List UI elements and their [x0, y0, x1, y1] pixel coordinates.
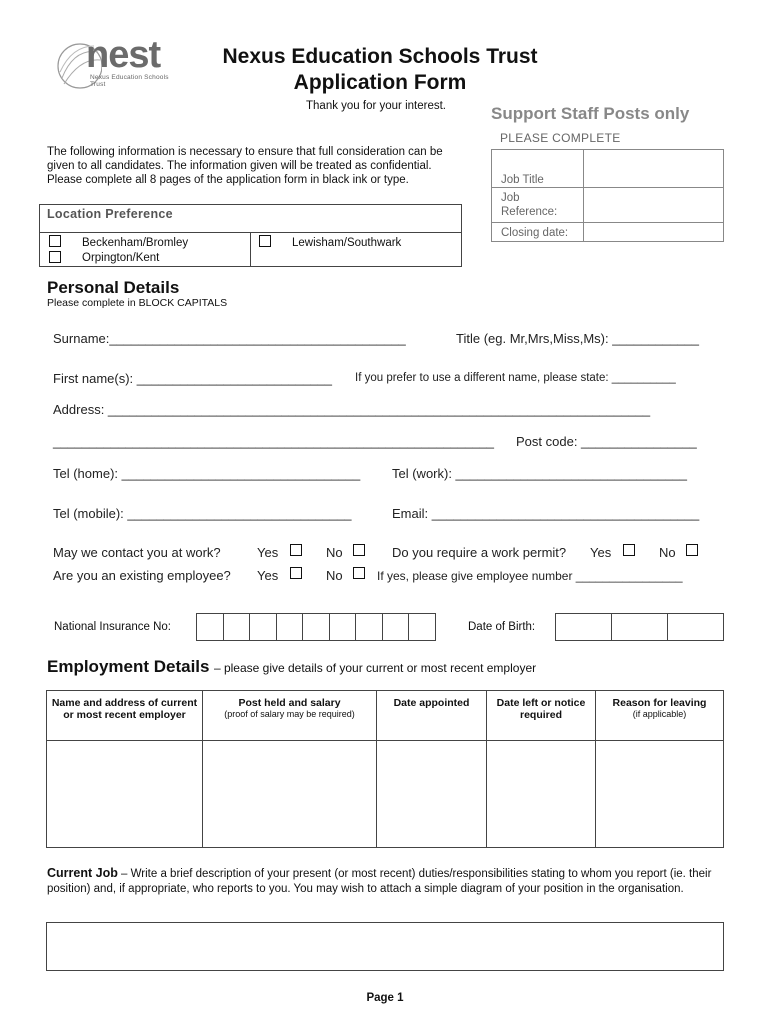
existing-no-label: No	[326, 568, 343, 583]
dob-year-box[interactable]	[668, 614, 724, 640]
col-post-salary: Post held and salary (proof of salary may be required)	[203, 691, 377, 741]
ni-box[interactable]	[330, 614, 357, 640]
logo-name: nest	[86, 34, 161, 76]
contact-work-label: May we contact you at work?	[53, 545, 221, 560]
ni-box[interactable]	[277, 614, 304, 640]
contact-work-yes-label: Yes	[257, 545, 279, 560]
title-line-2: Application Form	[293, 71, 467, 94]
dob-day-box[interactable]	[556, 614, 612, 640]
current-job-box[interactable]	[46, 922, 724, 971]
title-line-1: Nexus Education Schools Trust	[222, 45, 538, 68]
current-job-title: Current Job	[47, 866, 118, 880]
logo-subtitle: Nexus Education Schools Trust	[90, 74, 169, 88]
existing-yes-label: Yes	[257, 568, 279, 583]
closing-date-label: Closing date:	[501, 227, 569, 239]
employment-table	[46, 690, 724, 848]
date-appointed-cell[interactable]	[377, 741, 487, 848]
employer-cell[interactable]	[47, 741, 203, 848]
first-name-field[interactable]: First name(s): ___________________________	[53, 371, 332, 386]
ni-box[interactable]	[383, 614, 410, 640]
permit-yes-checkbox[interactable]	[623, 544, 635, 556]
existing-employee-label: Are you an existing employee?	[53, 568, 231, 583]
tel-work-field[interactable]: Tel (work): ________________________________	[392, 466, 687, 481]
logo	[54, 34, 184, 94]
support-divider-v	[583, 150, 584, 241]
contact-work-no-label: No	[326, 545, 343, 560]
post-salary-cell[interactable]	[203, 741, 377, 848]
intro-text: The following information is necessary to ensure that full consideration can be given to all candidates. The information given will be treated as confidential. Please complete all 8 pages of the application form in black ink or type.	[47, 146, 443, 186]
existing-no-checkbox[interactable]	[353, 567, 365, 579]
beckenham-checkbox[interactable]	[49, 235, 61, 247]
job-title-label: Job Title	[501, 174, 544, 186]
employee-number-field[interactable]: If yes, please give employee number ________________	[377, 569, 683, 583]
col-employer: Name and address of current or most recent employer	[47, 691, 203, 741]
job-reference-field[interactable]	[585, 188, 722, 222]
tel-home-field[interactable]: Tel (home): _________________________________	[53, 466, 361, 481]
employment-heading	[47, 657, 536, 677]
col-date-appointed: Date appointed	[377, 691, 487, 741]
personal-details-title: Personal Details	[47, 278, 180, 297]
date-left-cell[interactable]	[487, 741, 596, 848]
support-title: Support Staff Posts only	[491, 104, 690, 123]
email-field[interactable]: Email: _____________________________________	[392, 506, 700, 521]
employment-subtitle: – please give details of your current or most recent employer	[213, 661, 537, 675]
page-number: Page 1	[366, 992, 404, 1004]
permit-label: Do you require a work permit?	[392, 545, 567, 560]
title-field[interactable]: Title (eg. Mr,Mrs,Miss,Ms): ____________	[456, 331, 699, 346]
orpington-label: Orpington/Kent	[82, 252, 160, 264]
employment-header-row	[47, 691, 724, 741]
dob-month-box[interactable]	[612, 614, 668, 640]
employment-title: Employment Details	[47, 657, 210, 676]
ni-box[interactable]	[356, 614, 383, 640]
col-reason: Reason for leaving (if applicable)	[596, 691, 724, 741]
contact-work-yes-checkbox[interactable]	[290, 544, 302, 556]
job-title-field[interactable]	[585, 150, 722, 187]
address-field[interactable]: Address: ___________________________________________________________________________	[53, 402, 651, 417]
permit-no-checkbox[interactable]	[686, 544, 698, 556]
support-table	[491, 149, 724, 242]
job-reference-label: Job Reference:	[501, 192, 558, 218]
thanks-text: Thank you for your interest.	[306, 100, 446, 112]
tel-mobile-field[interactable]: Tel (mobile): _______________________________	[53, 506, 352, 521]
col-date-left: Date left or notice required	[487, 691, 596, 741]
beckenham-label: Beckenham/Bromley	[82, 237, 189, 249]
dob-label: Date of Birth:	[468, 621, 536, 633]
location-preference-box	[39, 204, 462, 267]
location-divider-v	[250, 232, 251, 266]
existing-yes-checkbox[interactable]	[290, 567, 302, 579]
ni-box[interactable]	[197, 614, 224, 640]
lewisham-checkbox[interactable]	[259, 235, 271, 247]
closing-date-field[interactable]	[585, 223, 722, 241]
surname-field[interactable]: Surname:_________________________________________	[53, 331, 406, 346]
contact-work-no-checkbox[interactable]	[353, 544, 365, 556]
current-job-instructions: – Write a brief description of your present (or most recent) duties/responsibilities stating to whom you report (ie. their position) and, if appropriate, who reports to you. You may wish to attach a simple diagram of your position in the organisation.	[47, 868, 712, 895]
current-job-text	[47, 866, 727, 896]
please-complete-label: PLEASE COMPLETE	[500, 131, 621, 145]
dob-boxes[interactable]	[555, 613, 724, 641]
reason-cell[interactable]	[596, 741, 724, 848]
employment-entry-row	[47, 741, 724, 848]
orpington-checkbox[interactable]	[49, 251, 61, 263]
block-capitals-note: Please complete in BLOCK CAPITALS	[47, 297, 228, 309]
ni-boxes[interactable]	[196, 613, 436, 641]
ni-box[interactable]	[224, 614, 251, 640]
permit-yes-label: Yes	[590, 545, 612, 560]
ni-box[interactable]	[250, 614, 277, 640]
address-line-2-field[interactable]: _____________________________________________________________	[53, 434, 495, 449]
different-name-field[interactable]: If you prefer to use a different name, please state: __________	[355, 372, 676, 384]
ni-box[interactable]	[303, 614, 330, 640]
lewisham-label: Lewisham/Southwark	[292, 237, 402, 249]
page-title	[200, 44, 560, 96]
ni-box[interactable]	[409, 614, 436, 640]
location-title: Location Preference	[47, 207, 173, 221]
postcode-field[interactable]: Post code: ________________	[516, 434, 697, 449]
ni-label: National Insurance No:	[54, 621, 171, 633]
permit-no-label: No	[659, 545, 676, 560]
